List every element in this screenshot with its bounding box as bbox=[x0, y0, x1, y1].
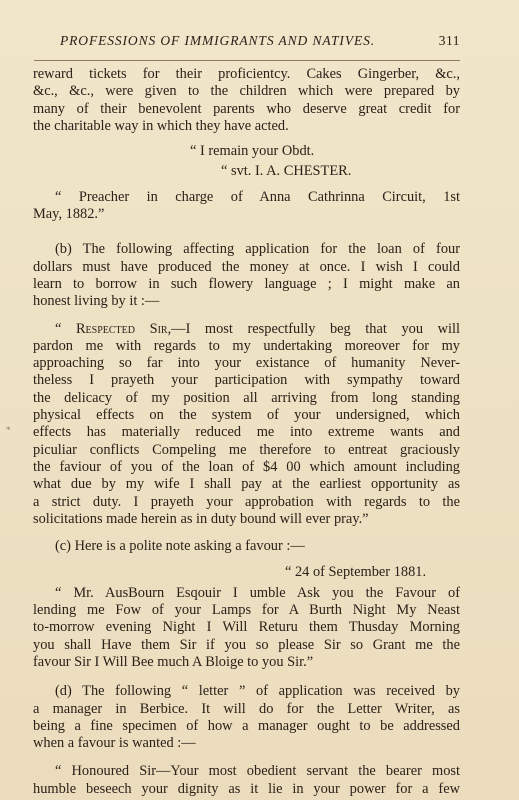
text-line: lending me Fow of your Lamps for A Burth Night My Neast bbox=[33, 602, 460, 619]
paragraph-honoured-sir bbox=[33, 763, 460, 798]
running-header bbox=[60, 33, 460, 53]
header-rule bbox=[34, 60, 460, 61]
text-line: May, 1882.” bbox=[33, 206, 105, 223]
text-line: being a fine specimen of how a manager ought to be addressed bbox=[33, 717, 460, 734]
text-line: the delicacy of my position all arriving from long standing bbox=[33, 389, 460, 406]
running-title: PROFESSIONS OF IMMIGRANTS AND NATIVES. bbox=[60, 33, 376, 48]
paragraph-preacher bbox=[33, 189, 460, 224]
text-line: a strict duty. I prayeth your approbation with regards to the bbox=[33, 493, 460, 510]
text-line: (c) Here is a polite note asking a favour :— bbox=[55, 538, 305, 555]
signoff-signature bbox=[33, 163, 460, 180]
text-line: solicitations made herein as in duty bound will ever pray.” bbox=[33, 510, 369, 527]
signoff-remain bbox=[33, 143, 460, 160]
body-text bbox=[33, 66, 460, 798]
text-line: a manager in Berbice. It will do for the Letter Writer, as bbox=[33, 700, 460, 717]
text-line: many of their benevolent parents who deserve great credit for bbox=[33, 100, 460, 117]
text-line: (b) The following affecting application for the loan of four bbox=[55, 241, 460, 258]
text-line: when a favour is wanted :— bbox=[33, 735, 196, 752]
text-line: humble beseech your dignity as it lie in your power for a few bbox=[33, 780, 460, 797]
text-line: “ 24 of September 1881. bbox=[285, 564, 427, 581]
text-line: “ svt. I. A. CHESTER. bbox=[221, 163, 352, 180]
text-line: honest living by it :— bbox=[33, 293, 160, 310]
text-line: you shall Have them Sir if you so please Sir so Grant me the bbox=[33, 636, 460, 653]
text-line: physical effects on the system of your undersigned, which bbox=[33, 407, 460, 424]
text-line: the faviour of you of the loan of $4 00 which amount including bbox=[33, 458, 460, 475]
text-line: to-morrow evening Night I Will Returu them Thusday Morning bbox=[33, 619, 460, 636]
paragraph-lamps-note bbox=[33, 585, 460, 671]
text-line: (d) The following “ letter ” of application was received by bbox=[55, 683, 460, 700]
paragraph-d bbox=[33, 683, 460, 752]
text-line: learn to borrow in such flowery language ; I might make an bbox=[33, 275, 460, 292]
text-line: piculiar conflicts Compeling me therefore to entreat graciously bbox=[33, 441, 460, 458]
text-line: effects has materially reduced me into extreme wants and bbox=[33, 424, 460, 441]
text-line: favour Sir I Will Bee much A Bloige to you Sir.” bbox=[33, 653, 314, 670]
text-line: pardon me with regards to my undertaking moreover for my bbox=[33, 337, 460, 354]
paragraph-c bbox=[33, 538, 460, 555]
text-line: what due by my wife I shall pay at the earliest opportunity as bbox=[33, 476, 460, 493]
text-line: theless I prayeth your participation with sympathy toward bbox=[33, 372, 460, 389]
text-line: “ Mr. AusBourn Esqouir I umble Ask you the Favour of bbox=[55, 584, 460, 601]
margin-mark: * bbox=[6, 425, 11, 435]
text-line: approaching so far into your existance of humanity Never- bbox=[33, 355, 460, 372]
text-line: &c., &c., were given to the children which were prepared by bbox=[33, 83, 460, 100]
page-number: 311 bbox=[438, 33, 460, 48]
text-fragment: —I most respectfully beg that you will bbox=[171, 320, 460, 337]
text-line: reward tickets for their proficientcy. Cakes Gingerber, &c., bbox=[33, 66, 460, 82]
salutation: Respected Sir, bbox=[75, 320, 172, 337]
text-line: “ Preacher in charge of Anna Cathrinna Circuit, 1st bbox=[55, 188, 460, 205]
text-line: the charitable way in which they have acted. bbox=[33, 117, 289, 134]
text-line: “ I remain your Obdt. bbox=[190, 143, 315, 160]
paragraph-reward-tickets bbox=[33, 66, 460, 135]
text-line: dollars must have produced the money at once. I wish I could bbox=[33, 258, 460, 275]
text-line bbox=[33, 321, 460, 338]
paragraph-respected-sir bbox=[33, 321, 460, 529]
quote-mark: “ bbox=[55, 320, 76, 337]
paragraph-b bbox=[33, 241, 460, 310]
dateline bbox=[33, 564, 460, 581]
text-line: “ Honoured Sir—Your most obedient servant the bearer most bbox=[55, 763, 460, 780]
